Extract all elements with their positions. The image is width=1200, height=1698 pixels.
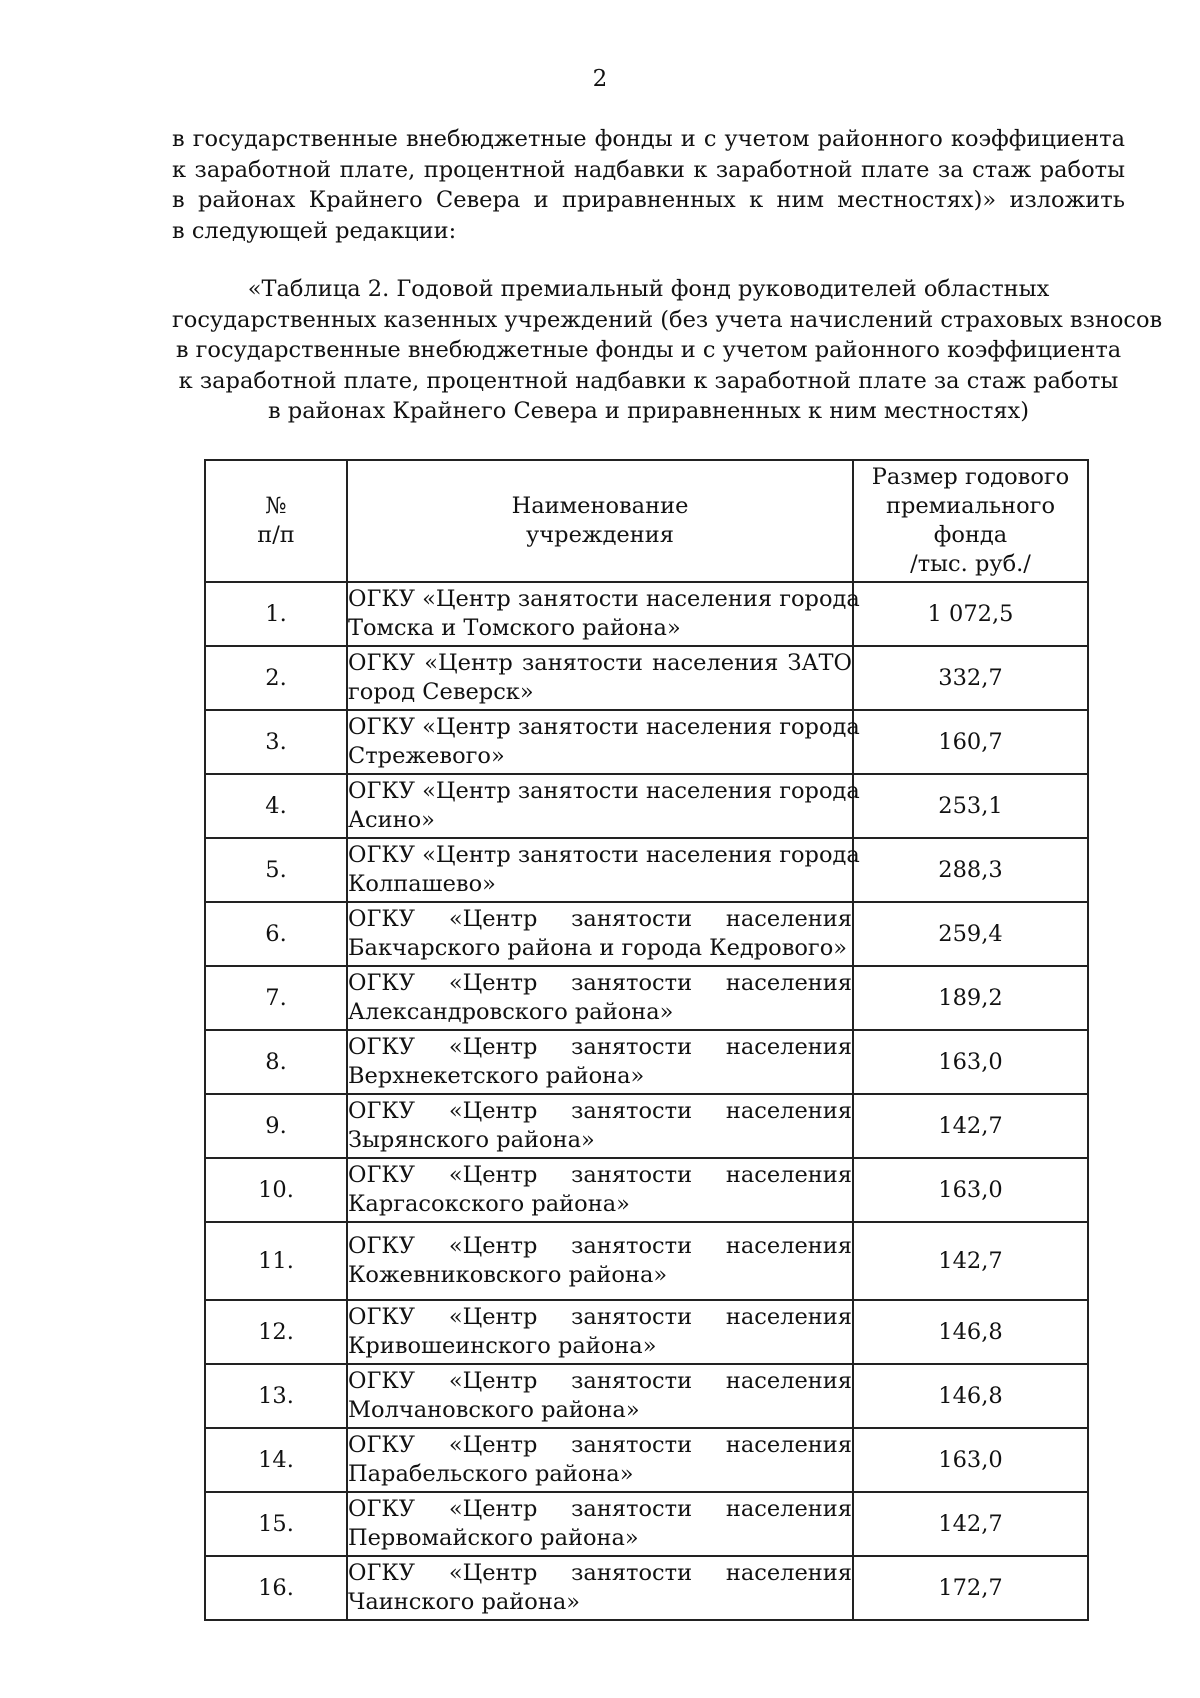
header-number-line: №: [265, 493, 287, 519]
row-name-line: Бакчарского района и города Кедрового»: [348, 935, 848, 961]
table-row: [205, 1364, 1088, 1428]
row-name: [347, 582, 860, 646]
row-value: 163,0: [853, 1030, 1088, 1094]
row-value: 163,0: [853, 1428, 1088, 1492]
row-number: 10.: [205, 1158, 347, 1222]
table-row: [205, 774, 1088, 838]
row-number: 15.: [205, 1492, 347, 1556]
row-name-line: ОГКУ «Центр занятости населения города: [348, 586, 860, 612]
row-name-line: ОГКУ «Центр занятости населения: [348, 1098, 852, 1124]
table-row: [205, 1094, 1088, 1158]
row-name: [347, 1094, 853, 1158]
row-name-line: город Северск»: [348, 679, 534, 705]
row-number: 12.: [205, 1300, 347, 1364]
caption-line: «Таблица 2. Годовой премиальный фонд руководителей областных: [247, 276, 1050, 302]
row-number: 11.: [205, 1222, 347, 1300]
table-row: [205, 902, 1088, 966]
row-name-line: Каргасокского района»: [348, 1191, 630, 1217]
header-name-line: Наименование: [511, 493, 689, 519]
table-row: [205, 710, 1088, 774]
row-name-line: Молчановского района»: [348, 1397, 640, 1423]
row-name: [347, 1300, 853, 1364]
row-number: 2.: [205, 646, 347, 710]
row-number: 9.: [205, 1094, 347, 1158]
row-value: 142,7: [853, 1222, 1088, 1300]
row-name: [347, 1222, 853, 1300]
premium-fund-table: [204, 459, 1089, 1621]
row-value: 1 072,5: [853, 582, 1088, 646]
row-value: 142,7: [853, 1094, 1088, 1158]
intro-line: к заработной плате, процентной надбавки к заработной плате за стаж работы: [172, 156, 1125, 183]
row-name: [347, 1158, 853, 1222]
row-value: 189,2: [853, 966, 1088, 1030]
row-name: [347, 1492, 853, 1556]
table-row: [205, 1492, 1088, 1556]
header-value-line: /тыс. руб./: [910, 551, 1031, 577]
row-name-line: ОГКУ «Центр занятости населения: [348, 1432, 852, 1458]
table-row: [205, 646, 1088, 710]
row-name-line: ОГКУ «Центр занятости населения: [348, 1034, 852, 1060]
row-name: [347, 1364, 853, 1428]
row-name-line: Кожевниковского района»: [348, 1262, 668, 1288]
row-name-line: Первомайского района»: [348, 1525, 639, 1551]
row-name-line: ОГКУ «Центр занятости населения: [348, 906, 852, 932]
row-name-line: Асино»: [348, 807, 435, 833]
row-name-line: Томска и Томского района»: [348, 615, 681, 641]
row-name-line: Парабельского района»: [348, 1461, 634, 1487]
row-name-line: ОГКУ «Центр занятости населения: [348, 1162, 852, 1188]
row-name: [347, 646, 853, 710]
row-number: 6.: [205, 902, 347, 966]
table-row: [205, 1158, 1088, 1222]
table-row: [205, 1556, 1088, 1620]
table-row: [205, 582, 1088, 646]
header-name-line: учреждения: [526, 522, 674, 548]
header-name: [347, 460, 853, 582]
row-number: 7.: [205, 966, 347, 1030]
row-name: [347, 902, 853, 966]
row-name-line: ОГКУ «Центр занятости населения: [348, 1233, 852, 1259]
row-value: 332,7: [853, 646, 1088, 710]
page-number: 2: [592, 66, 608, 92]
header-number-line: п/п: [257, 522, 295, 548]
row-number: 1.: [205, 582, 347, 646]
row-value: 146,8: [853, 1364, 1088, 1428]
header-value-line: Размер годового: [871, 464, 1070, 490]
caption-line: в государственные внебюджетные фонды и с учетом районного коэффициента: [175, 337, 1122, 363]
row-name-line: ОГКУ «Центр занятости населения: [348, 970, 852, 996]
row-name: [347, 838, 860, 902]
row-value: 142,7: [853, 1492, 1088, 1556]
table-row: [205, 1300, 1088, 1364]
intro-line: в государственные внебюджетные фонды и с учетом районного коэффициента: [172, 126, 1125, 152]
row-name-line: Колпашево»: [348, 871, 496, 897]
row-name-line: ОГКУ «Центр занятости населения: [348, 1560, 852, 1586]
row-name: [347, 710, 860, 774]
intro-line: в районах Крайнего Севера и приравненных к ним местностях)» изложить: [172, 187, 1125, 213]
row-value: 259,4: [853, 902, 1088, 966]
row-value: 146,8: [853, 1300, 1088, 1364]
row-name-line: Верхнекетского района»: [348, 1063, 645, 1089]
header-value-line: фонда: [933, 522, 1008, 548]
row-number: 4.: [205, 774, 347, 838]
table-row: [205, 1222, 1088, 1300]
row-name: [347, 1556, 853, 1620]
row-number: 13.: [205, 1364, 347, 1428]
table-row: [205, 966, 1088, 1030]
row-name-line: ОГКУ «Центр занятости населения: [348, 1304, 852, 1330]
row-value: 163,0: [853, 1158, 1088, 1222]
row-number: 8.: [205, 1030, 347, 1094]
row-name: [347, 966, 853, 1030]
header-number: [205, 460, 347, 582]
caption-line: государственных казенных учреждений (без учета начислений страховых взносов: [172, 306, 1163, 333]
row-value: 253,1: [853, 774, 1088, 838]
row-name-line: ОГКУ «Центр занятости населения: [348, 1496, 852, 1522]
row-name-line: ОГКУ «Центр занятости населения ЗАТО: [348, 650, 852, 676]
intro-line: в следующей редакции:: [172, 217, 457, 244]
table-caption: [172, 274, 1163, 427]
row-name: [347, 774, 860, 838]
row-name-line: Александровского района»: [348, 999, 674, 1025]
row-name-line: Чаинского района»: [348, 1589, 581, 1615]
header-value: [853, 460, 1088, 582]
row-name-line: Стрежевого»: [348, 743, 505, 769]
row-value: 288,3: [853, 838, 1088, 902]
caption-line: в районах Крайнего Севера и приравненных к ним местностях): [267, 398, 1029, 424]
row-number: 14.: [205, 1428, 347, 1492]
row-name-line: ОГКУ «Центр занятости населения: [348, 1368, 852, 1394]
row-name-line: ОГКУ «Центр занятости населения города: [348, 778, 860, 804]
row-name-line: ОГКУ «Центр занятости населения города: [348, 842, 860, 868]
table-header-row: [205, 460, 1088, 582]
row-value: 172,7: [853, 1556, 1088, 1620]
row-name: [347, 1030, 853, 1094]
table-row: [205, 1428, 1088, 1492]
row-name: [347, 1428, 853, 1492]
table-row: [205, 1030, 1088, 1094]
table-row: [205, 838, 1088, 902]
row-name-line: ОГКУ «Центр занятости населения города: [348, 714, 860, 740]
header-value-line: премиального: [885, 493, 1056, 519]
row-number: 16.: [205, 1556, 347, 1620]
row-name-line: Кривошеинского района»: [348, 1333, 657, 1359]
caption-line: к заработной плате, процентной надбавки к заработной плате за стаж работы: [178, 367, 1119, 394]
intro-paragraph: [172, 124, 1125, 246]
row-number: 5.: [205, 838, 347, 902]
row-name-line: Зырянского района»: [348, 1127, 595, 1153]
row-value: 160,7: [853, 710, 1088, 774]
row-number: 3.: [205, 710, 347, 774]
